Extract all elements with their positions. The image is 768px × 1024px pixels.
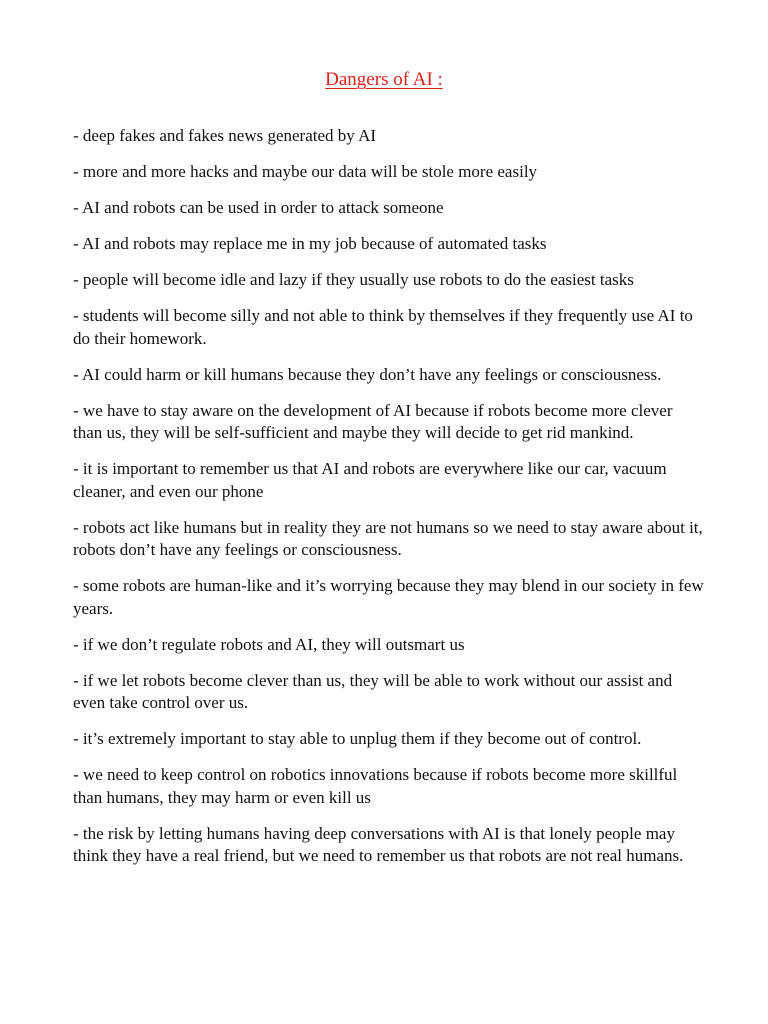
list-item: - AI could harm or kill humans because they don’t have any feelings or consciousness. xyxy=(73,364,662,384)
list-item: - we need to keep control on robotics innovations because if robots become more skillful than humans, they may harm or even kill us xyxy=(73,765,678,807)
list-item: - people will become idle and lazy if they usually use robots to do the easiest tasks xyxy=(73,270,634,289)
list-item: - AI and robots may replace me in my job because of automated tasks xyxy=(73,234,547,253)
list-item: - deep fakes and fakes news generated by AI xyxy=(73,126,377,145)
document-title: Dangers of AI : xyxy=(325,69,443,90)
list-item: - more and more hacks and maybe our data will be stole more easily xyxy=(73,162,538,181)
danger-list xyxy=(73,125,705,881)
list-item: - students will become silly and not able to think by themselves if they frequently use AI to do their homework. xyxy=(73,306,693,348)
list-item: - it is important to remember us that AI and robots are everywhere like our car, vacuum cleaner, and even our phone xyxy=(73,459,667,501)
list-item: - the risk by letting humans having deep conversations with AI is that lonely people may think they have a real friend, but we need to remember us that robots are not real humans. xyxy=(73,823,684,865)
list-item: - we have to stay aware on the development of AI because if robots become more clever than us, they will be self-sufficient and maybe they will decide to get rid mankind. xyxy=(73,400,673,442)
list-item: - if we let robots become clever than us, they will be able to work without our assist and even take control over us. xyxy=(73,670,673,712)
list-item: - robots act like humans but in reality they are not humans so we need to stay aware about it, robots don’t have any feelings or consciousness. xyxy=(73,517,703,559)
list-item: - AI and robots can be used in order to attack someone xyxy=(73,198,444,217)
list-item: - if we don’t regulate robots and AI, they will outsmart us xyxy=(73,634,465,654)
list-item: - some robots are human-like and it’s worrying because they may blend in our society in few years. xyxy=(73,576,704,618)
list-item: - it’s extremely important to stay able to unplug them if they become out of control. xyxy=(73,729,642,748)
